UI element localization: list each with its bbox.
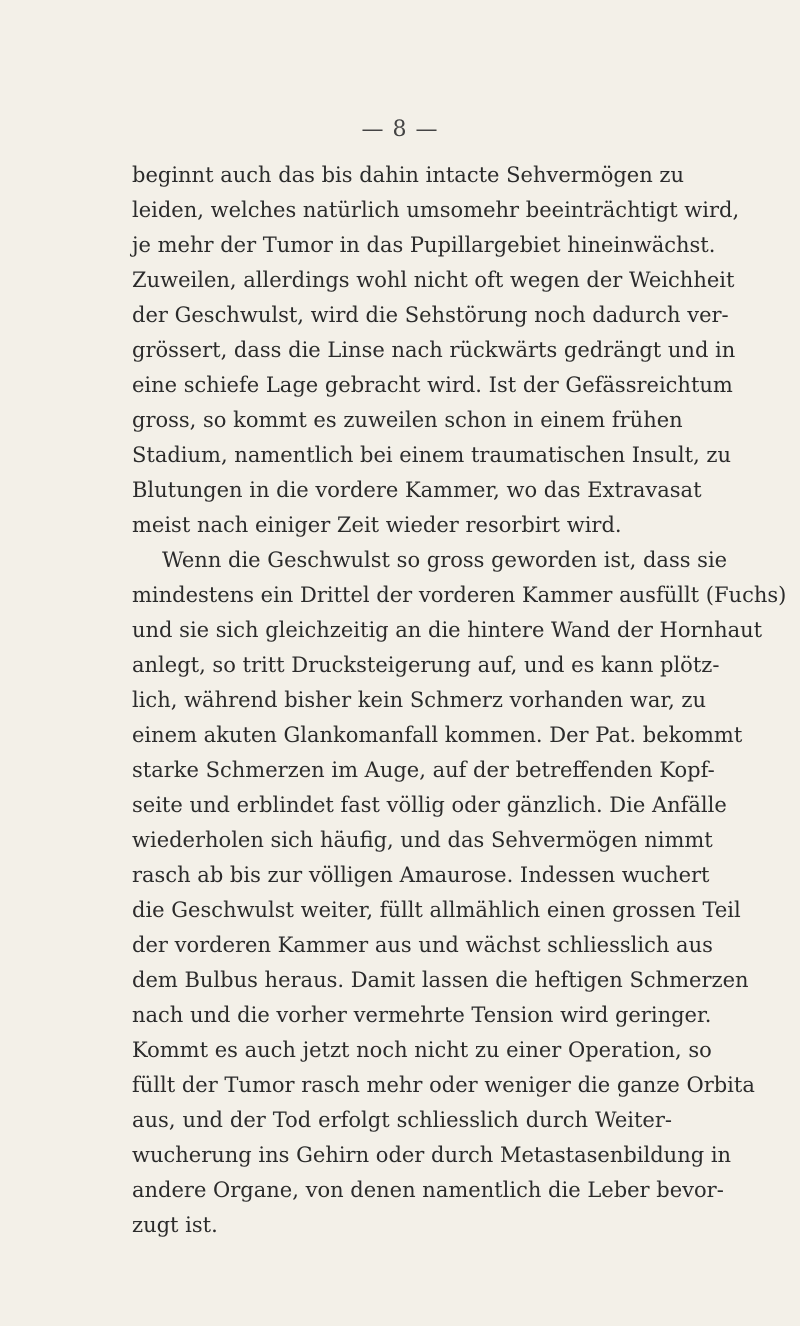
text-line: starke Schmerzen im Auge, auf der betreffenden Kopf- bbox=[132, 758, 715, 782]
text-line: die Geschwulst weiter, füllt allmählich einen grossen Teil bbox=[132, 898, 741, 922]
text-line: grössert, dass die Linse nach rückwärts gedrängt und in bbox=[132, 338, 736, 362]
text-line: einem akuten Glankomanfall kommen. Der Pat. bekommt bbox=[132, 723, 743, 747]
text-line: Stadium, namentlich bei einem traumatischen Insult, zu bbox=[132, 443, 732, 467]
text-line: dem Bulbus heraus. Damit lassen die heftigen Schmerzen bbox=[132, 968, 749, 992]
text-line: der vorderen Kammer aus und wächst schliesslich aus bbox=[132, 933, 713, 957]
paragraph-end-line: zugt ist. bbox=[132, 1213, 218, 1237]
text-line: und sie sich gleichzeitig an die hintere Wand der Hornhaut bbox=[132, 618, 763, 642]
text-line: leiden, welches natürlich umsomehr beeinträchtigt wird, bbox=[132, 198, 740, 222]
text-line: gross, so kommt es zuweilen schon in einem frühen bbox=[132, 408, 683, 432]
text-line: Blutungen in die vordere Kammer, wo das Extravasat bbox=[132, 478, 702, 502]
text-line: beginnt auch das bis dahin intacte Sehvermögen zu bbox=[132, 163, 685, 187]
text-line: anlegt, so tritt Drucksteigerung auf, und es kann plötz- bbox=[132, 653, 720, 677]
page-number: — 8 — bbox=[361, 117, 439, 142]
text-line: Kommt es auch jetzt noch nicht zu einer Operation, so bbox=[132, 1038, 712, 1062]
text-line: mindestens ein Drittel der vorderen Kammer ausfüllt (Fuchs) bbox=[132, 583, 787, 607]
body-text bbox=[132, 158, 787, 1243]
paragraph-end-line: meist nach einiger Zeit wieder resorbirt wird. bbox=[132, 513, 622, 537]
text-line: wiederholen sich häufig, und das Sehvermögen nimmt bbox=[132, 828, 713, 852]
text-line: Zuweilen, allerdings wohl nicht oft wegen der Weichheit bbox=[132, 268, 735, 292]
text-line: aus, und der Tod erfolgt schliesslich durch Weiter- bbox=[132, 1108, 672, 1132]
text-line: rasch ab bis zur völligen Amaurose. Indessen wuchert bbox=[132, 863, 710, 887]
text-line: wucherung ins Gehirn oder durch Metastasenbildung in bbox=[132, 1143, 732, 1167]
text-line: füllt der Tumor rasch mehr oder weniger die ganze Orbita bbox=[132, 1073, 755, 1097]
text-line: lich, während bisher kein Schmerz vorhanden war, zu bbox=[132, 688, 707, 712]
paragraph-start-line: Wenn die Geschwulst so gross geworden ist, dass sie bbox=[162, 548, 728, 572]
text-line: andere Organe, von denen namentlich die Leber bevor- bbox=[132, 1178, 724, 1202]
text-line: eine schiefe Lage gebracht wird. Ist der Gefässreichtum bbox=[132, 373, 733, 397]
text-line: seite und erblindet fast völlig oder gänzlich. Die Anfälle bbox=[132, 793, 727, 817]
text-line: der Geschwulst, wird die Sehstörung noch dadurch ver- bbox=[132, 303, 729, 327]
text-line: nach und die vorher vermehrte Tension wird geringer. bbox=[132, 1003, 712, 1027]
text-line: je mehr der Tumor in das Pupillargebiet hineinwächst. bbox=[132, 233, 716, 257]
